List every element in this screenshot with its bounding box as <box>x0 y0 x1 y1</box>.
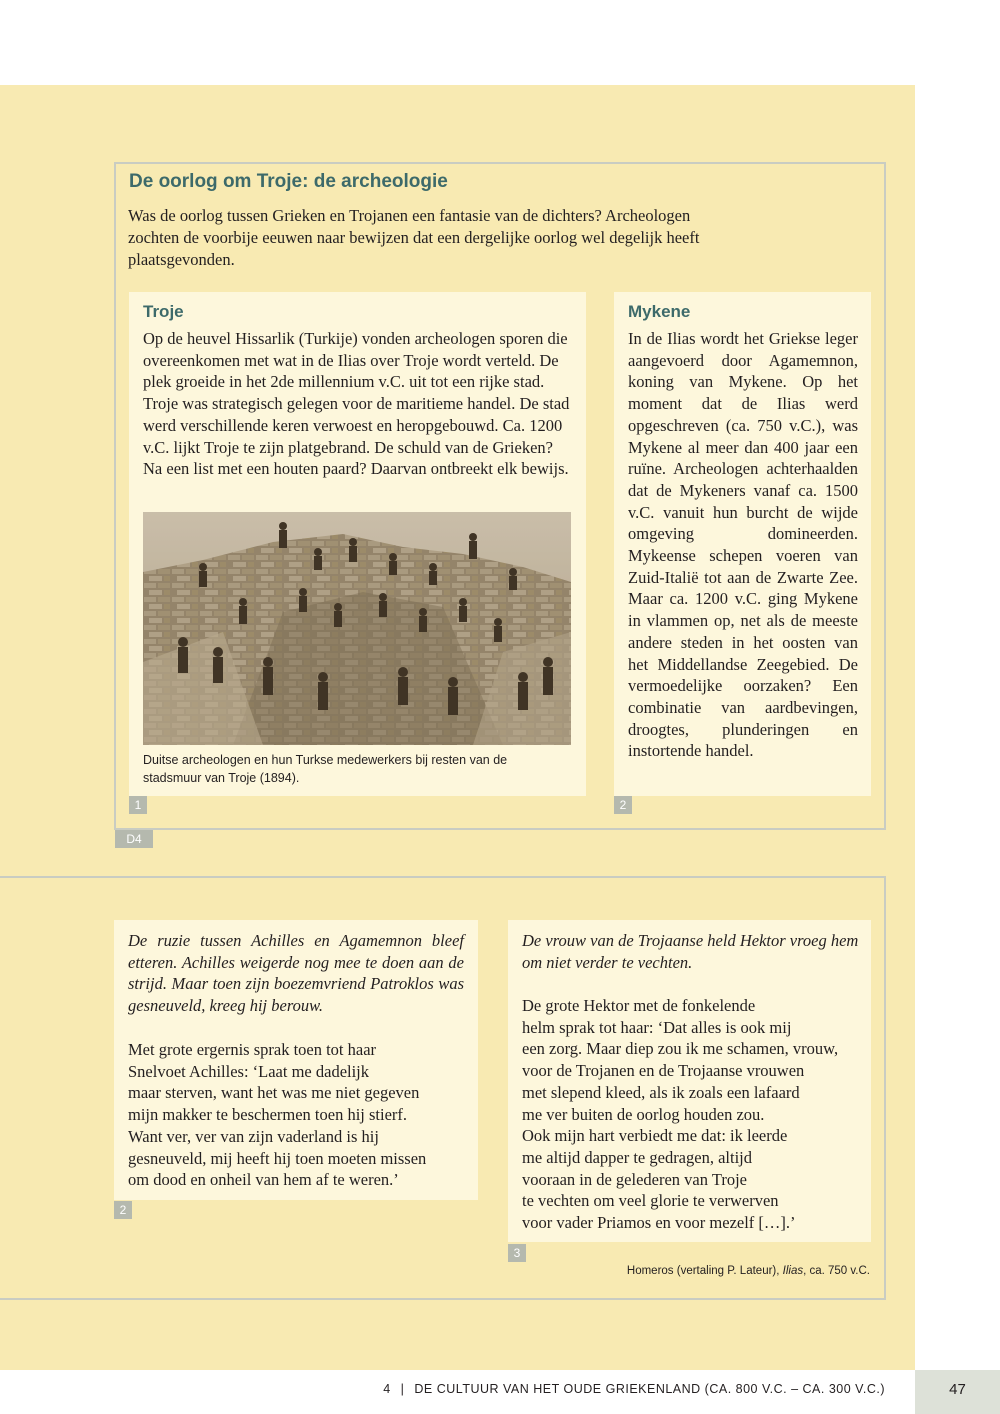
poem-line: een zorg. Maar diep zou ik me schamen, vrouw, <box>522 1039 839 1059</box>
poem-line: maar sterven, want het was me niet gegeven <box>128 1083 420 1103</box>
poem-line: te vechten om veel glorie te verwerven <box>522 1191 779 1211</box>
chapter-title <box>383 1382 885 1396</box>
section-label: D4 <box>115 830 153 848</box>
poem-line: me ver buiten de oorlog houden zou. <box>522 1104 765 1124</box>
mykene-text: In de Ilias wordt het Griekse leger aangevoerd door Agamemnon, koning van Mykene. Op het moment dat de Ilias werd opgeschreven (ca. 750 v.C.), was Mykene al meer dan 400 jaar een ruïne. Archeologen achterhaalden dat de Mykeners vanaf ca. 1500 v.C. vanuit hun burcht de wijde omgeving domineerden. Mykeense schepen voeren van Zuid-Italië tot aan de Zwarte Zee. Maar ca. 1200 v.C. ging Mykene in vlammen op, net als de meeste andere steden in het oosten van het Middellandse Zeegebied. De vermoedelijke oorzaken? Een combinatie van aardbevingen, droogtes, plunderingen en instortende handel. <box>628 329 858 761</box>
poem-line: vooraan in de gelederen van Troje <box>522 1169 747 1189</box>
poem-line: Snelvoet Achilles: ‘Laat me dadelijk <box>128 1061 370 1081</box>
achilles-intro: De ruzie tussen Achilles en Agamemnon bleef etteren. Achilles weigerde nog mee te doen aan de strijd. Maar toen zijn boezemvriend Patroklos was gesneuveld, kreeg hij berouw. <box>128 931 464 1016</box>
achilles-poem <box>128 1039 473 1191</box>
section-title: De oorlog om Troje: de archeologie <box>129 171 448 192</box>
troje-text: Op de heuvel Hissarlik (Turkije) vonden archeologen sporen die overeenkomen met wat in de Ilias over Troje wordt verteld. De plek groeide in het 2de millennium v.C. uit tot een rijke stad. Troje was strategisch gelegen voor de maritieme handel. De stad werd verschillende keren verwoest en heropgebouwd. Ca. 1200 v.C. lijkt Troje te zijn platgebrand. De schuld van de Grieken? Na een list met een houten paard? Daarvan ontbreekt elk bewijs. <box>143 329 570 479</box>
mykene-title: Mykene <box>628 302 691 321</box>
page-footer <box>0 1370 1000 1414</box>
hektor-intro: De vrouw van de Trojaanse held Hektor vroeg hem om niet verder te vechten. <box>522 931 859 972</box>
page-number: 47 <box>915 1370 1000 1414</box>
footer-divider: | <box>400 1382 405 1396</box>
poem-line: Ook mijn hart verbiedt me dat: ik leerde <box>522 1126 788 1146</box>
poem-line: met slepend kleed, als ik zoals een lafaard <box>522 1082 800 1102</box>
hektor-poem <box>522 995 867 1234</box>
poem-line: helm sprak tot haar: ‘Dat alles is ook mij <box>522 1017 792 1037</box>
poem-line: Met grote ergernis sprak toen tot haar <box>128 1040 377 1059</box>
section-intro: Was de oorlog tussen Grieken en Trojanen een fantasie van de dichters? Archeologen zochten de voorbije eeuwen naar bewijzen dat een dergelijke oorlog wel degelijk heeft plaatsgevonden. <box>128 206 700 269</box>
poem-line: voor de Trojanen en de Trojaanse vrouwen <box>522 1061 805 1081</box>
poem-line: Want ver, ver van zijn vaderland is hij <box>128 1126 379 1146</box>
chapter-label: DE CULTUUR VAN HET OUDE GRIEKENLAND (CA. 800 V.C. – CA. 300 V.C.) <box>414 1382 885 1396</box>
source-number-1: 1 <box>129 796 147 814</box>
poem-line: om dood en onheil van hem af te weren.’ <box>128 1170 399 1190</box>
poem-line: De grote Hektor met de fonkelende <box>522 996 756 1015</box>
source-title: Ilias <box>782 1265 804 1277</box>
poem-line: me altijd dapper te gedragen, altijd <box>522 1147 752 1167</box>
troje-photo <box>143 512 571 745</box>
chapter-number: 4 <box>383 1382 391 1396</box>
source-number-2b: 2 <box>114 1201 132 1219</box>
source-number-3: 3 <box>508 1244 526 1262</box>
source-reference: Homeros (vertaling P. Lateur), Ilias, ca. 750 v.C. <box>626 1265 870 1277</box>
source-number-2: 2 <box>614 796 632 814</box>
poem-line: voor vader Priamos en voor mezelf […].’ <box>522 1213 796 1233</box>
troje-title: Troje <box>143 302 184 321</box>
poem-line: gesneuveld, mij heeft hij toen moeten missen <box>128 1148 427 1168</box>
photo-caption: Duitse archeologen en hun Turkse medewerkers bij resten van de stadsmuur van Troje (1894). <box>143 753 508 785</box>
poem-line: mijn makker te beschermen toen hij stierf. <box>128 1105 408 1125</box>
